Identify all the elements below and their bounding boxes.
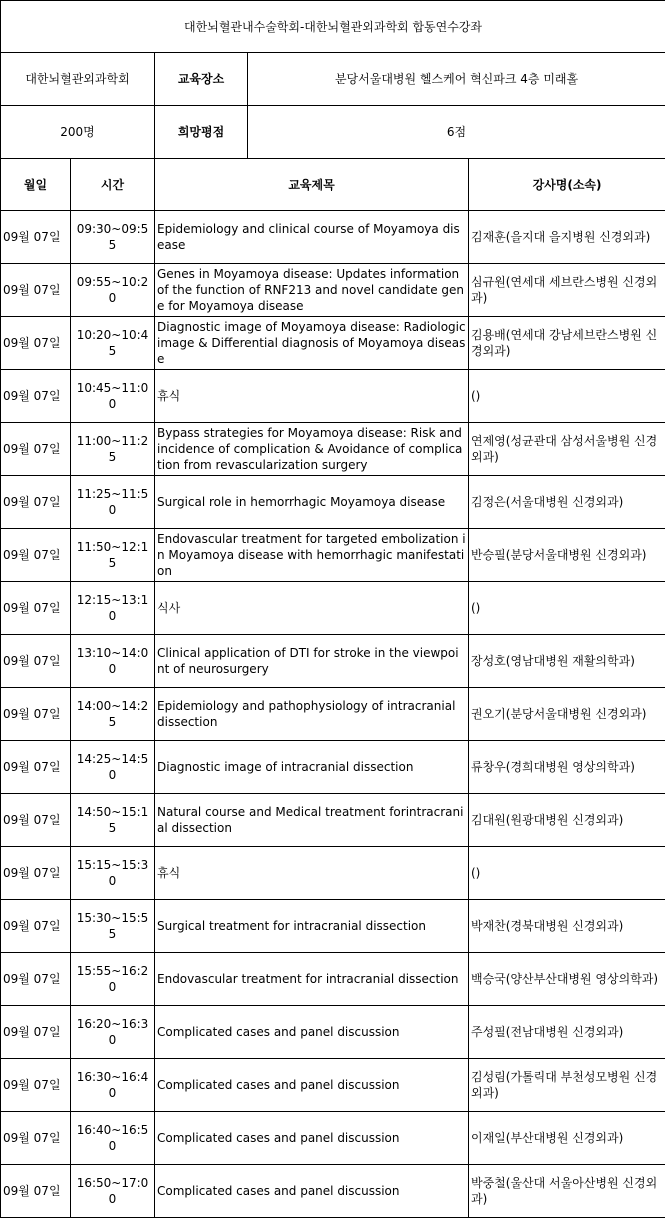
table-row <box>1 741 665 794</box>
session-speaker: 심규원(연세대 세브란스병원 신경외과) <box>469 264 665 317</box>
credit-value: 6점 <box>248 106 665 159</box>
session-time: 16:30~16:40 <box>71 1059 155 1112</box>
session-speaker: 류창우(경희대병원 영상의학과) <box>469 741 665 794</box>
header-time: 시간 <box>71 159 155 211</box>
table-row <box>1 423 665 476</box>
table-row <box>1 476 665 529</box>
session-date: 09월 07일 <box>1 847 71 900</box>
session-time: 11:00~11:25 <box>71 423 155 476</box>
session-time: 15:15~15:30 <box>71 847 155 900</box>
session-time: 14:50~15:15 <box>71 794 155 847</box>
session-time: 11:25~11:50 <box>71 476 155 529</box>
session-time: 09:30~09:55 <box>71 211 155 264</box>
session-date: 09월 07일 <box>1 476 71 529</box>
table-row <box>1 1112 665 1165</box>
session-date: 09월 07일 <box>1 635 71 688</box>
session-date: 09월 07일 <box>1 794 71 847</box>
session-speaker: 김용배(연세대 강남세브란스병원 신경외과) <box>469 317 665 370</box>
session-date: 09월 07일 <box>1 317 71 370</box>
session-topic: Endovascular treatment for intracranial dissection <box>155 953 469 1006</box>
session-time: 16:40~16:50 <box>71 1112 155 1165</box>
table-row <box>1 847 665 900</box>
session-topic: Bypass strategies for Moyamoya disease: Risk and incidence of complication & Avoidance of complication from revascularization surgery <box>155 423 469 476</box>
session-time: 13:10~14:00 <box>71 635 155 688</box>
session-time: 16:50~17:00 <box>71 1165 155 1218</box>
session-time: 09:55~10:20 <box>71 264 155 317</box>
table-row <box>1 900 665 953</box>
session-speaker: () <box>469 847 665 900</box>
table-row <box>1 582 665 635</box>
table-row <box>1 794 665 847</box>
session-speaker: () <box>469 370 665 423</box>
session-topic: Complicated cases and panel discussion <box>155 1006 469 1059</box>
header-topic: 교육제목 <box>155 159 469 211</box>
session-speaker: 김성림(가톨릭대 부천성모병원 신경외과) <box>469 1059 665 1112</box>
session-topic: Diagnostic image of intracranial dissection <box>155 741 469 794</box>
session-time: 10:45~11:00 <box>71 370 155 423</box>
session-time: 16:20~16:30 <box>71 1006 155 1059</box>
table-row <box>1 1165 665 1218</box>
session-date: 09월 07일 <box>1 264 71 317</box>
session-time: 15:55~16:20 <box>71 953 155 1006</box>
session-topic: Surgical role in hemorrhagic Moyamoya disease <box>155 476 469 529</box>
session-topic: Genes in Moyamoya disease: Updates information of the function of RNF213 and novel candidate gene for Moyamoya disease <box>155 264 469 317</box>
session-date: 09월 07일 <box>1 1165 71 1218</box>
session-speaker: 주성필(전남대병원 신경외과) <box>469 1006 665 1059</box>
session-topic: Complicated cases and panel discussion <box>155 1112 469 1165</box>
session-speaker: 연제영(성균관대 삼성서울병원 신경외과) <box>469 423 665 476</box>
session-speaker: 장성호(영남대병원 재활의학과) <box>469 635 665 688</box>
session-speaker: 박재찬(경북대병원 신경외과) <box>469 900 665 953</box>
session-topic: Natural course and Medical treatment forintracranial dissection <box>155 794 469 847</box>
session-speaker: 백승국(양산부산대병원 영상의학과) <box>469 953 665 1006</box>
table-row <box>1 953 665 1006</box>
session-date: 09월 07일 <box>1 1112 71 1165</box>
session-date: 09월 07일 <box>1 953 71 1006</box>
table-row <box>1 317 665 370</box>
session-speaker: () <box>469 582 665 635</box>
session-topic: Complicated cases and panel discussion <box>155 1165 469 1218</box>
session-topic: Surgical treatment for intracranial dissection <box>155 900 469 953</box>
session-date: 09월 07일 <box>1 1059 71 1112</box>
session-speaker: 박중철(울산대 서울아산병원 신경외과) <box>469 1165 665 1218</box>
table-row <box>1 264 665 317</box>
session-speaker: 김정은(서울대병원 신경외과) <box>469 476 665 529</box>
session-speaker: 반승필(분당서울대병원 신경외과) <box>469 529 665 582</box>
session-topic: 식사 <box>155 582 469 635</box>
session-date: 09월 07일 <box>1 900 71 953</box>
table-row <box>1 370 665 423</box>
session-time: 15:30~15:55 <box>71 900 155 953</box>
header-date: 월일 <box>1 159 71 211</box>
session-topic: Clinical application of DTI for stroke in the viewpoint of neurosurgery <box>155 635 469 688</box>
session-time: 10:20~10:45 <box>71 317 155 370</box>
session-topic: Diagnostic image of Moyamoya disease: Radiologic image & Differential diagnosis of Moyamoya disease <box>155 317 469 370</box>
credit-label: 희망평점 <box>155 106 248 159</box>
session-date: 09월 07일 <box>1 741 71 794</box>
session-speaker: 권오기(분당서울대병원 신경외과) <box>469 688 665 741</box>
session-date: 09월 07일 <box>1 1006 71 1059</box>
capacity: 200명 <box>1 106 155 159</box>
organizer: 대한뇌혈관외과학회 <box>1 53 155 106</box>
session-date: 09월 07일 <box>1 529 71 582</box>
table-row <box>1 688 665 741</box>
location-label: 교육장소 <box>155 53 248 106</box>
session-topic: 휴식 <box>155 847 469 900</box>
table-row <box>1 1006 665 1059</box>
course-title: 대한뇌혈관내수술학회-대한뇌혈관외과학회 합동연수강좌 <box>1 1 665 53</box>
location-value: 분당서울대병원 헬스케어 혁신파크 4층 미래홀 <box>248 53 665 106</box>
session-topic: Epidemiology and clinical course of Moyamoya disease <box>155 211 469 264</box>
table-row <box>1 211 665 264</box>
session-speaker: 김재훈(을지대 을지병원 신경외과) <box>469 211 665 264</box>
session-date: 09월 07일 <box>1 423 71 476</box>
table-row <box>1 529 665 582</box>
session-time: 14:00~14:25 <box>71 688 155 741</box>
session-topic: 휴식 <box>155 370 469 423</box>
session-topic: Complicated cases and panel discussion <box>155 1059 469 1112</box>
session-topic: Endovascular treatment for targeted embolization in Moyamoya disease with hemorrhagic manifestation <box>155 529 469 582</box>
session-time: 14:25~14:50 <box>71 741 155 794</box>
table-row <box>1 635 665 688</box>
session-date: 09월 07일 <box>1 582 71 635</box>
session-time: 11:50~12:15 <box>71 529 155 582</box>
session-date: 09월 07일 <box>1 688 71 741</box>
session-topic: Epidemiology and pathophysiology of intracranial dissection <box>155 688 469 741</box>
header-speaker: 강사명(소속) <box>469 159 665 211</box>
session-speaker: 김대원(원광대병원 신경외과) <box>469 794 665 847</box>
session-date: 09월 07일 <box>1 370 71 423</box>
session-speaker: 이재일(부산대병원 신경외과) <box>469 1112 665 1165</box>
session-time: 12:15~13:10 <box>71 582 155 635</box>
session-date: 09월 07일 <box>1 211 71 264</box>
table-row <box>1 1059 665 1112</box>
